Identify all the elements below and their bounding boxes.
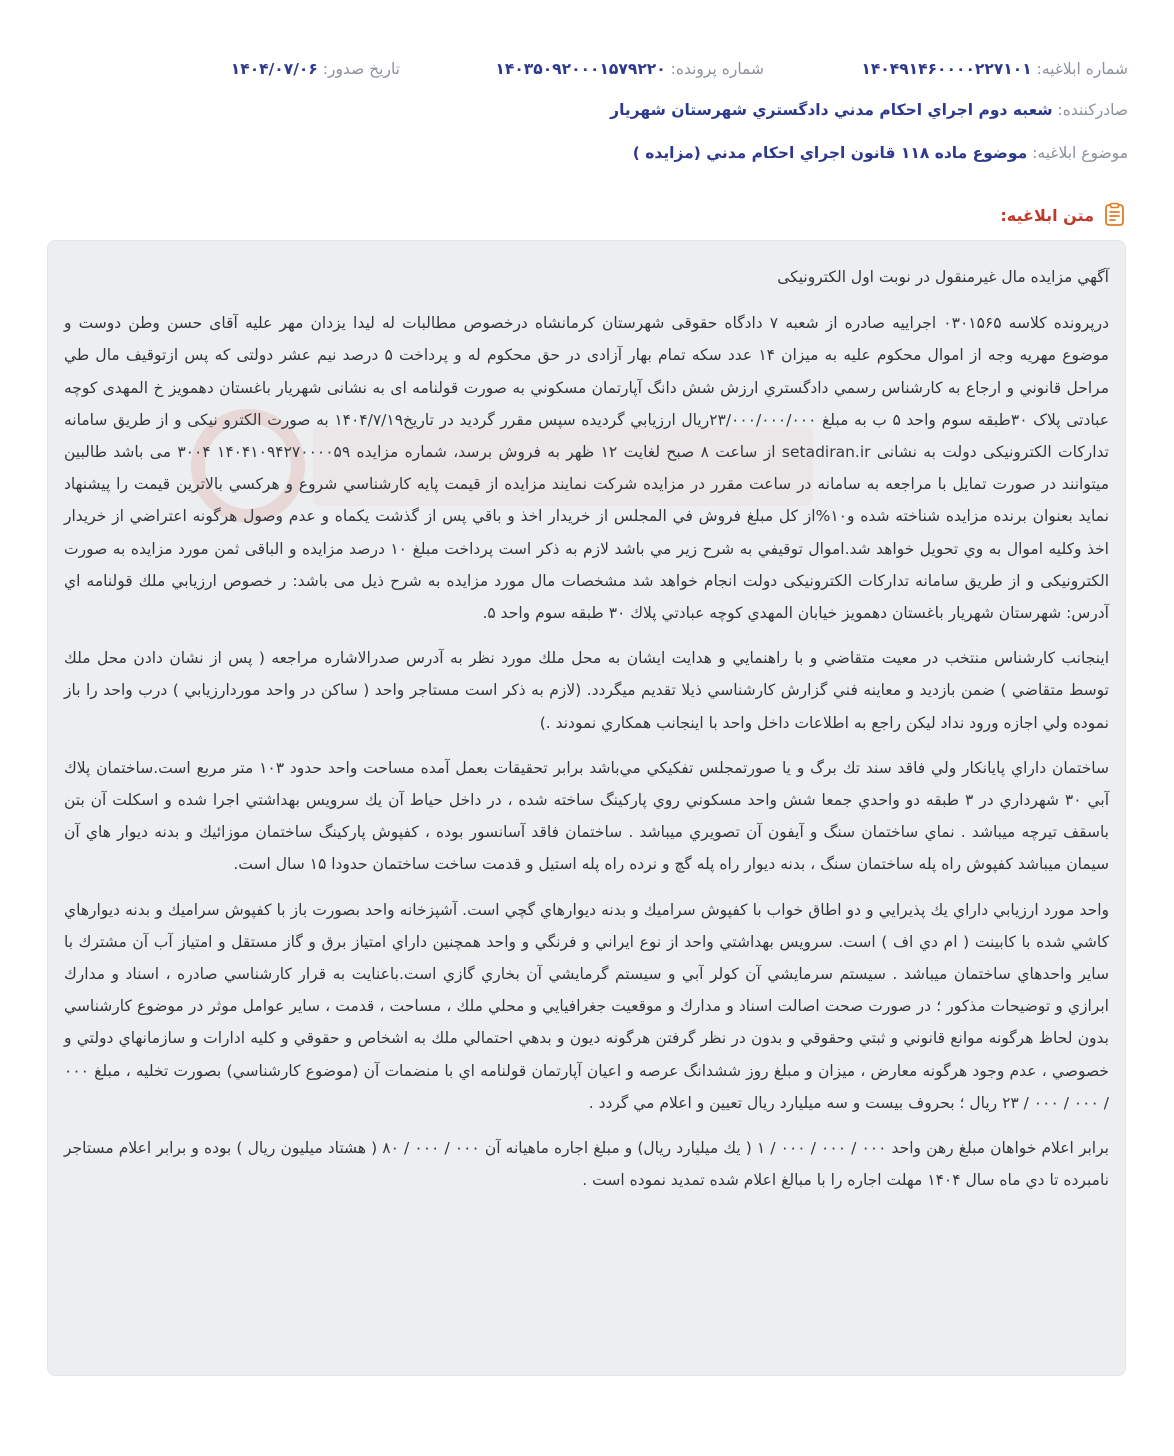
notice-title: آگهي مزايده مال غيرمنقول در نوبت اول الكترونيكی: [777, 268, 1109, 286]
subject-label: موضوع ابلاغیه:: [1032, 144, 1128, 162]
notice-paragraph: ساختمان داراي پايانكار ولي فاقد سند تك برگ و يا صورتمجلس تفكيكي مي‌باشد برابر تحقيقات بعمل آمده مساحت واحد حدود ۱۰۳ متر مربع است.ساختمان پلاك آبي ۳۰ شهرداري در ۳ طبقه دو واحدي جمعا شش واحد مسكوني روي پاركينگ ساخته شده ، در داخل حياط آن يك سرويس بهداشتي اجرا شده و اسكلت آن بتن باسقف تيرچه ميباشد . نماي ساختمان سنگ و آيفون آن تصويري ميباشد . ساختمان فاقد آسانسور بوده ، كفپوش پاركينگ ساختمان موزائيك و بدنه ديوار هاي آن سيمان ميباشد كفپوش راه پله ساختمان سنگ ، بدنه ديوار راه پله گچ و نرده راه پله استيل و قدمت ساخت ساختمان حدودا ۱۵ سال است.: [64, 758, 1110, 874]
subject-row: [46, 141, 1128, 165]
notice-text-heading: متن ابلاغیه:: [1000, 205, 1094, 225]
issuer-value: شعبه دوم اجراي احكام مدني دادگستري شهرستان شهريار: [610, 101, 1053, 119]
notice-number: [861, 57, 1128, 81]
notice-number-value: ۱۴۰۴۹۱۴۶۰۰۰۰۲۲۷۱۰۱: [861, 60, 1032, 78]
document-list-icon: [1102, 202, 1128, 228]
notice-paragraph: درپرونده كلاسه ۰۳۰۱۵۶۵ اجرايیه صادره از شعبه ۷ دادگاه حقوقی شهرستان كرمانشاه درخصوص مطالبات له ليدا يزدان مهر عليه آقای حسن وطن دوست و موضوع مهريه وجه از اموال محكوم عليه به ميزان ۱۴ عدد سكه تمام بهار آزادی در حق محكوم له و پرداخت ۵ درصد نيم عشر دولتی كه پس ازتوقيف مال طي مراحل قانوني و ارجاع به كارشناس رسمي دادگستري ارزش شش دانگ آپارتمان مسكوني به صورت قولنامه ای به نشانی شهريار باغستان دهمويز خ المهدی كوچه عبادتی پلاک ۳۰طبقه سوم واحد ۵ ب به مبلغ ۲۳/۰۰۰/۰۰۰/۰۰۰ريال ارزيابي گرديده سپس مقرر گرديد در تاريخ۱۴۰۴/۷/۱۹ به صورت الكترو نيكی و از طريق سامانه تداركات الكترونيكی دولت به نشانی setadiran.ir از ساعت ۸ صبح لغايت ۱۲ ظهر به فروش برسد، شماره مزايده ۱۴۰۴۱۰۹۴۲۷۰۰۰۰۵۹ ۳۰۰۴ می باشد طالبين ميتوانند در صورت تمايل با مراجعه به سامانه در ساعت مقرر در مزايده شركت نمايند مزايده از قيمت پايه كارشناسي شروع و هركسي بالاترين قيمت را پيشنهاد نمايد بعنوان برنده مزايده شناخته شده و۱۰%از كل مبلغ فروش في المجلس از خريدار اخذ و باقي پس از گذشت يكماه و عدم وصول هرگونه اعتراضي از خريدار اخذ وكليه اموال به وي تحويل خواهد شد.اموال توقيفي به شرح زير مي باشد لازم به ذكر است پرداخت مبلغ ۱۰ درصد مزايده و الباقی ثمن مورد مزايده به صورت الكترونيكی و از طريق سامانه تداركات الكترونيكی دولت انجام خواهد شد مشخصات مال مورد مزايده به شرح ذيل می باشد: ر خصوص ارزيابي ملك قولنامه اي آدرس: شهرستان شهريار باغستان دهمويز خيابان المهدي كوچه عبادتي پلاك ۳۰ طبقه سوم واحد ۵.: [64, 314, 1110, 623]
issue-date-value: ۱۴۰۴/۰۷/۰۶: [230, 60, 318, 78]
issue-date: [231, 57, 400, 81]
notice-meta-row: [46, 57, 1128, 81]
issuer-label: صادرکننده:: [1057, 101, 1128, 119]
case-number: [495, 57, 764, 81]
notice-paragraph: اينجانب كارشناس منتخب در معيت متقاضي و با راهنمايي و هدايت ايشان به محل ملك مورد نظر به آدرس صدرالاشاره مراجعه ( پس از نشان دادن محل ملك توسط متقاضي ) ضمن بازديد و معاينه فني گزارش كارشناسي ذيلا تقديم ميگردد. (لازم به ذكر است مستاجر واحد ( ساكن در واحد موردارزيابي ) درب واحد را باز نموده ولي اجازه ورود نداد ليكن راجع به اطلاعات داخل واحد با اينجانب همكاري نمودند .): [64, 649, 1109, 732]
subject-value: موضوع ماده ۱۱۸ قانون اجراي احكام مدني (مزايده ): [632, 144, 1028, 162]
notice-text-header: [1000, 201, 1128, 229]
notice-paragraph: واحد مورد ارزيابي داراي يك پذيرايي و دو اطاق خواب با كفپوش سراميك و بدنه ديوارهاي گچي است. آشپزخانه واحد بصورت باز با كفپوش سراميك و بدنه ديوارهاي كاشي شده با كابينت ( ام دي اف ) است. سرويس بهداشتي واحد از نوع ايراني و فرنگي و واحد همچنين داراي امتياز برق و گاز مستقل و امتياز آب آن مشترك با ساير واحدهاي ساختمان ميباشد . سيستم سرمايشي آن كولر آبي و سيستم گرمايشي آن بخاري گازي است.باعنايت به قرار كارشناسي صادره ، اسناد و مدارك ابرازي و توضيحات مذكور ؛ در صورت صحت اصالت اسناد و مدارك و موقعيت جغرافيايي و محلي ملك ، مساحت ، قدمت ، ساير عوامل موثر در موضوع كارشناسي بدون لحاظ هرگونه موانع قانوني و ثبتي وحقوقي و بدون در نظر گرفتن هرگونه ديون و بدهي احتمالي ملك به اشخاص و حقوقي و كليه ادارات و سازمانهاي دولتي و خصوصي ، عدم وجود هرگونه معارض ، ميزان و مبلغ روز ششدانگ عرصه و اعيان آپارتمان قولنامه اي با منضمات آن (موضوع كارشناسي) بصورت تخليه ، مبلغ ۰۰۰ / ۰۰۰ / ۰۰۰ / ۲۳ ريال ؛ بحروف بيست و سه ميليارد ريال تعيين و اعلام مي گردد .: [64, 900, 1109, 1112]
issue-date-label: تاریخ صدور:: [322, 60, 400, 78]
issuer-row: [46, 98, 1128, 122]
notice-number-label: شماره ابلاغیه:: [1036, 60, 1128, 78]
notice-content-box: [47, 240, 1126, 1376]
case-number-label: شماره پرونده:: [670, 60, 764, 78]
notice-paragraph: برابر اعلام خواهان مبلغ رهن واحد ۰۰۰ / ۰۰۰ / ۰۰۰ / ۱ ( يك ميليارد ريال) و مبلغ اجاره ماهيانه آن ۰۰۰ / ۰۰۰ / ۸۰ ( هشتاد ميليون ريال ) بوده و برابر اعلام مستاجر نامبرده تا دي ماه سال ۱۴۰۴ مهلت اجاره را با مبالغ اعلام شده تمديد نموده است .: [64, 1139, 1109, 1190]
case-number-value: ۱۴۰۳۵۰۹۲۰۰۰۱۵۷۹۲۲۰: [495, 60, 666, 78]
